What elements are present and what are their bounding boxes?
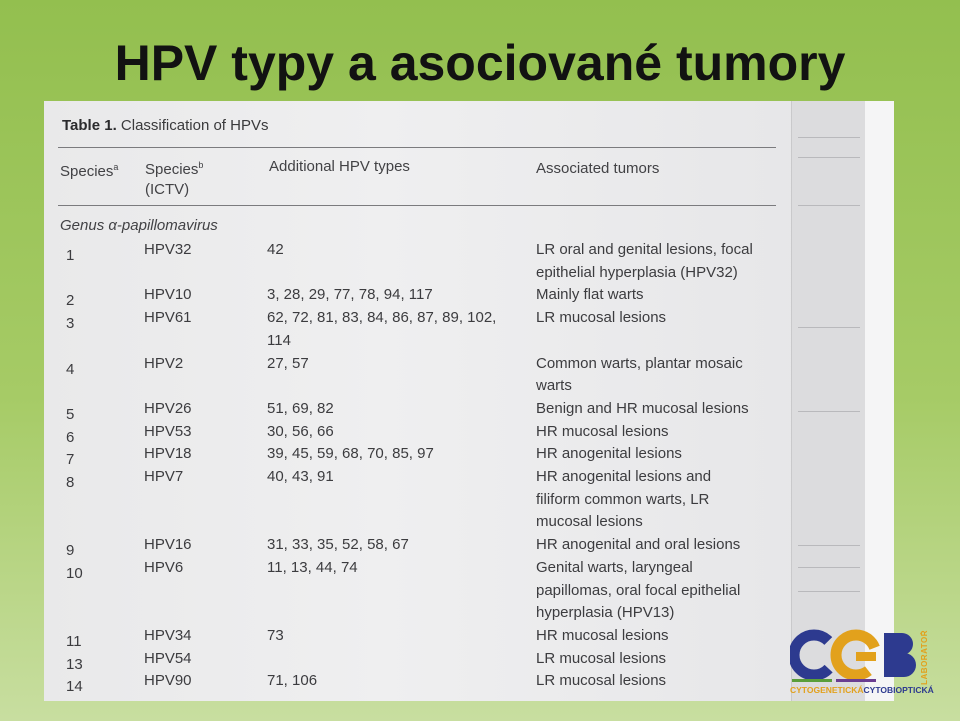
cell-associated-tumor: HR mucosal lesions <box>536 626 669 644</box>
cell-associated-tumor: HR anogenital lesions <box>536 445 682 463</box>
genus-label: Genus α-papillomavirus <box>60 217 218 234</box>
cell-ictv-species: HPV2 <box>144 354 184 372</box>
cell-additional-types: 73 <box>267 626 284 644</box>
cell-ictv-species: HPV6 <box>144 558 184 576</box>
header-species-ictv-label: Species <box>145 161 199 178</box>
logo-caption-left: CYTOGENETICKÁ <box>790 685 864 695</box>
adjacent-page-strip <box>791 101 866 701</box>
cell-associated-tumor: Common warts, plantar mosaic <box>536 354 743 372</box>
cell-additional-types: 62, 72, 81, 83, 84, 86, 87, 89, 102, <box>267 309 497 327</box>
cell-ictv-species: HPV16 <box>144 536 192 554</box>
cell-associated-tumor: LR mucosal lesions <box>536 649 667 667</box>
logo-letter-g-bar <box>856 652 876 661</box>
cell-ictv-species: HPV54 <box>144 649 192 667</box>
cell-ictv-species: HPV34 <box>144 626 192 644</box>
cell-additional-types: 3, 28, 29, 77, 78, 94, 117 <box>267 286 433 304</box>
cell-ictv-species: HPV90 <box>144 672 192 690</box>
cell-ictv-species: HPV53 <box>144 422 192 440</box>
cell-species: 9 <box>66 542 75 560</box>
cell-associated-tumor: HR anogenital and oral lesions <box>536 536 741 554</box>
cell-species: 10 <box>66 564 83 582</box>
cell-associated-tumor: HR anogenital lesions and <box>536 468 712 485</box>
cell-additional-types: 71, 106 <box>267 672 318 690</box>
logo-caption <box>790 685 940 695</box>
cell-associated-tumor: filiform common warts, LR <box>536 490 710 508</box>
header-species-label: Species <box>60 163 114 180</box>
cell-species: 1 <box>66 247 75 264</box>
cell-associated-tumor: epithelial hyperplasia (HPV32) <box>536 263 738 281</box>
header-top-rule <box>58 147 776 148</box>
cell-additional-types: 51, 69, 82 <box>267 399 334 417</box>
logo-caption-right: CYTOBIOPTICKÁ <box>863 685 934 695</box>
logo-vertical-text: LABORATOŘ <box>920 630 929 685</box>
header-species <box>60 157 118 182</box>
logo-accent-purple <box>836 679 876 682</box>
header-bottom-rule <box>58 205 776 206</box>
cell-species: 7 <box>66 451 75 469</box>
cell-associated-tumor: LR oral and genital lesions, focal <box>536 241 753 258</box>
cell-additional-types: 40, 43, 91 <box>267 468 334 485</box>
header-species-ictv <box>145 155 203 200</box>
cell-species: 8 <box>66 474 75 491</box>
cell-ictv-species: HPV32 <box>144 241 192 258</box>
cell-associated-tumor: Mainly flat warts <box>536 286 644 304</box>
cell-additional-types: 114 <box>267 331 291 349</box>
slide-title: HPV typy a asociované tumory <box>114 35 846 91</box>
cell-associated-tumor: LR mucosal lesions <box>536 309 667 327</box>
cell-species: 6 <box>66 428 75 446</box>
cell-associated-tumor: warts <box>536 377 572 395</box>
cell-additional-types: 30, 56, 66 <box>267 422 334 440</box>
cell-ictv-species: HPV10 <box>144 286 192 304</box>
header-additional-types: Additional HPV types <box>269 158 410 175</box>
cell-associated-tumor: Benign and HR mucosal lesions <box>536 399 749 417</box>
cell-species: 13 <box>66 655 83 673</box>
cell-additional-types: 11, 13, 44, 74 <box>267 558 358 576</box>
cell-ictv-species: HPV26 <box>144 399 192 417</box>
cell-ictv-species: HPV7 <box>144 468 184 485</box>
cell-species: 5 <box>66 405 75 423</box>
cell-additional-types: 27, 57 <box>267 354 309 372</box>
table-caption <box>62 117 268 134</box>
cell-associated-tumor: papillomas, oral focal epithelial <box>536 581 741 599</box>
cell-additional-types: 31, 33, 35, 52, 58, 67 <box>267 536 409 554</box>
cell-additional-types: 39, 45, 59, 68, 70, 85, 97 <box>267 445 434 463</box>
cell-additional-types: 42 <box>267 241 284 258</box>
table-caption-label: Table 1. <box>62 117 117 134</box>
cell-species: 3 <box>66 315 75 333</box>
header-species-ictv-line2: (ICTV) <box>145 181 190 198</box>
table-photo <box>44 101 894 701</box>
table-caption-text: Classification of HPVs <box>120 117 269 134</box>
header-associated-tumors: Associated tumors <box>536 160 660 177</box>
cell-ictv-species: HPV61 <box>144 309 192 327</box>
cell-species: 14 <box>66 678 83 696</box>
cell-associated-tumor: hyperplasia (HPV13) <box>536 604 675 622</box>
header-species-sup: a <box>113 162 119 172</box>
cell-associated-tumor: HR mucosal lesions <box>536 422 669 440</box>
logo-letter-b-bowls <box>890 633 916 677</box>
cell-species: 4 <box>66 360 75 378</box>
cell-ictv-species: HPV18 <box>144 445 192 463</box>
photo-right-edge <box>865 101 894 701</box>
cell-associated-tumor: LR mucosal lesions <box>536 672 667 690</box>
cell-species: 2 <box>66 292 75 310</box>
cell-associated-tumor: mucosal lesions <box>536 513 643 531</box>
header-species-ictv-sup: b <box>198 160 204 170</box>
cell-associated-tumor: Genital warts, laryngeal <box>536 558 693 576</box>
cell-species: 11 <box>66 632 82 650</box>
logo-letter-c <box>794 635 834 675</box>
logo-accent-green <box>792 679 832 682</box>
